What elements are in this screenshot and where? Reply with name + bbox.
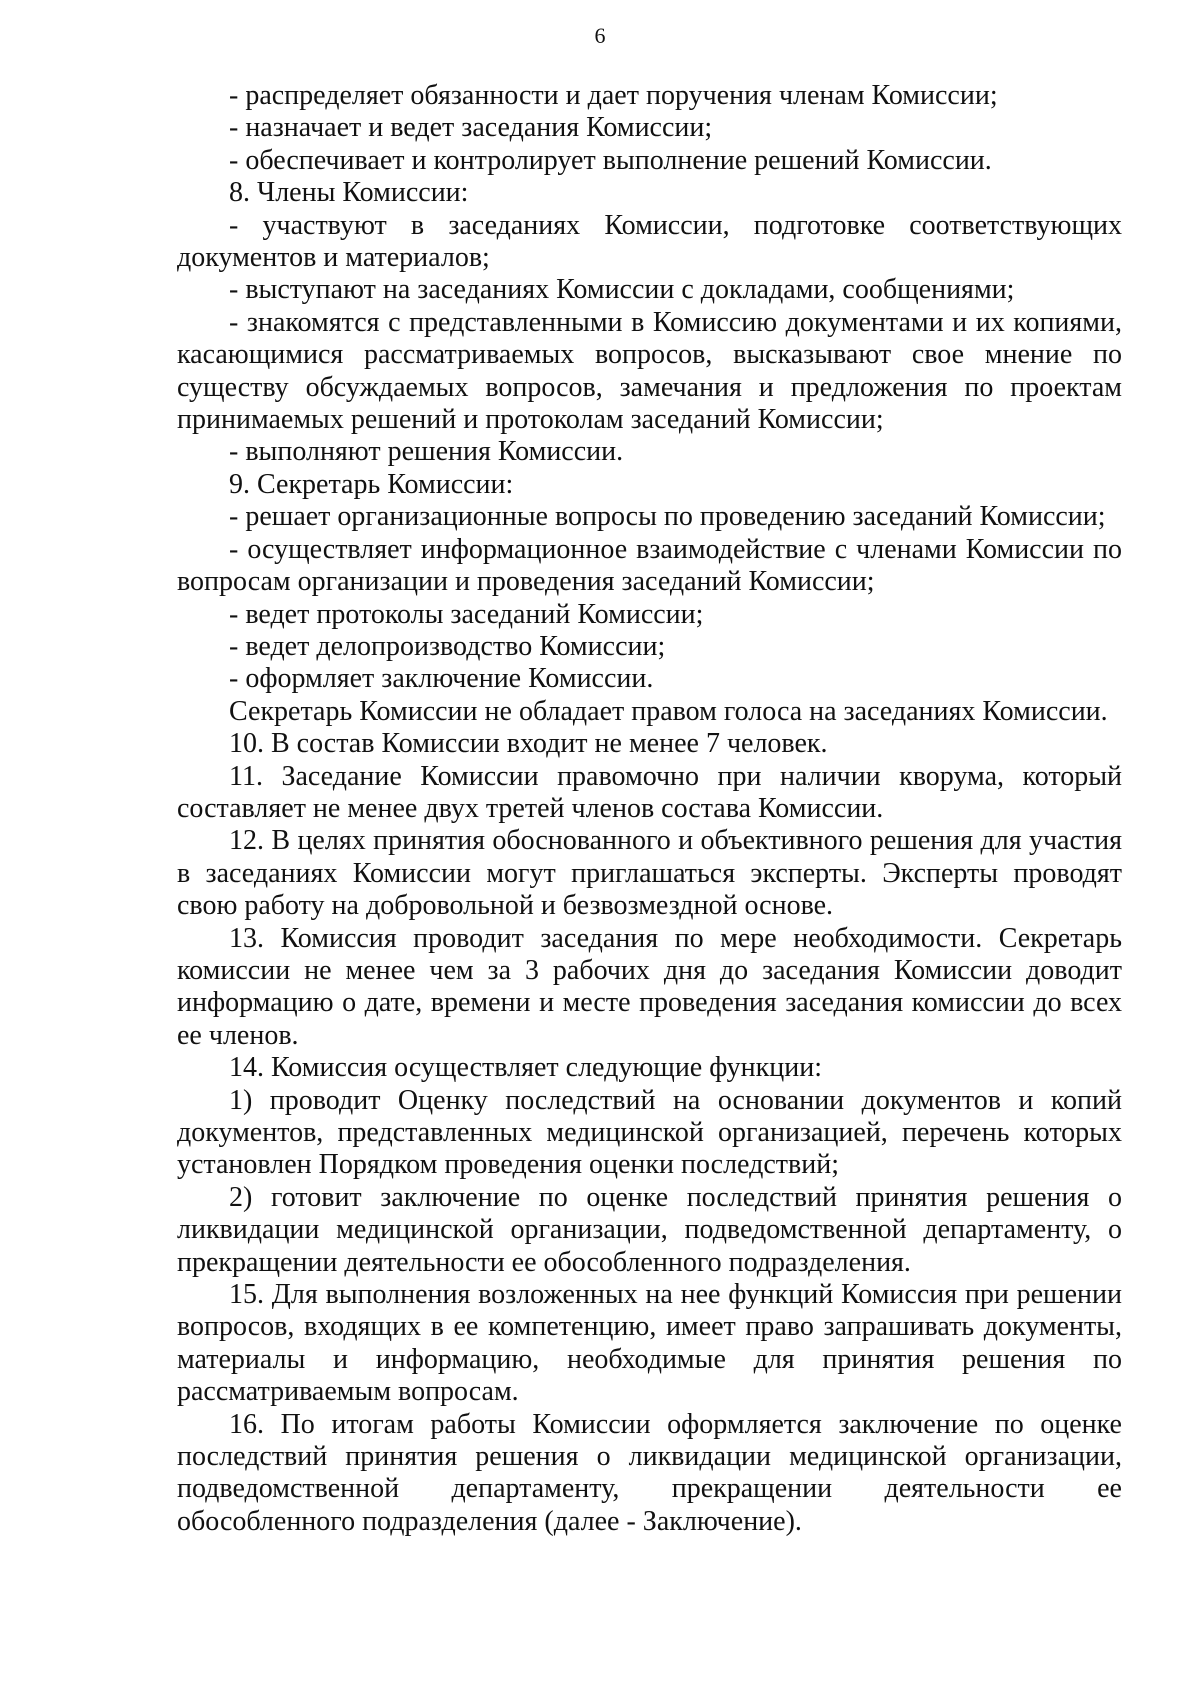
- paragraph-2: - назначает и ведет заседания Комиссии;: [229, 112, 713, 144]
- paragraph-10: - решает организационные вопросы по проведению заседаний Комиссии;: [229, 501, 1106, 533]
- paragraph-16: 10. В состав Комиссии входит не менее 7 человек.: [229, 728, 828, 760]
- paragraph-11: - осуществляет информационное взаимодействие с членами Комиссии по вопросам организации и проведения заседаний Комиссии;: [177, 533, 1122, 598]
- paragraph-1: - распределяет обязанности и дает поручения членам Комиссии;: [229, 80, 998, 111]
- paragraph-12: - ведет протоколы заседаний Комиссии;: [229, 598, 704, 630]
- paragraph-14: - оформляет заключение Комиссии.: [229, 663, 654, 695]
- paragraph-17: 11. Заседание Комиссии правомочно при наличии кворума, который составляет не менее двух третей членов состава Комиссии.: [177, 760, 1122, 824]
- paragraph-19: 13. Комиссия проводит заседания по мере необходимости. Секретарь комиссии не менее чем за 3 рабочих дня до заседания Комиссии доводит информацию о дате, времени и месте проведения заседания комиссии до всех ее членов.: [177, 922, 1122, 1051]
- paragraph-15: Секретарь Комиссии не обладает правом голоса на заседаниях Комиссии.: [229, 695, 1108, 727]
- paragraph-23: 15. Для выполнения возложенных на нее функций Комиссия при решении вопросов, входящих в ее компетенцию, имеет право запрашивать документы, материалы и информацию, необходимые для принятия решения по рассматриваемым вопросам.: [177, 1279, 1122, 1408]
- paragraph-21: 1) проводит Оценку последствий на основании документов и копий документов, представленных медицинской организацией, перечень которых установлен Порядком проведения оценки последствий;: [177, 1084, 1122, 1181]
- paragraph-20: 14. Комиссия осуществляет следующие функции:: [229, 1052, 823, 1084]
- paragraph-6: - выступают на заседаниях Комиссии с докладами, сообщениями;: [229, 274, 1015, 306]
- paragraph-24: 16. По итогам работы Комиссии оформляется заключение по оценке последствий принятия решения о ликвидации медицинской организации, подведомственной департаменту, прекращении деятельности ее обособленного подразделения (далее - Заключение).: [177, 1408, 1122, 1537]
- paragraph-18: 12. В целях принятия обоснованного и объективного решения для участия в заседаниях Комиссии могут приглашаться эксперты. Эксперты проводят свою работу на добровольной и безвозмездной основе.: [177, 825, 1122, 922]
- document-body: [177, 80, 1122, 1538]
- paragraph-9: 9. Секретарь Комиссии:: [229, 468, 514, 500]
- paragraph-4: 8. Члены Комиссии:: [229, 177, 469, 209]
- paragraph-8: - выполняют решения Комиссии.: [229, 436, 624, 468]
- page-number: 6: [594, 23, 606, 48]
- paragraph-13: - ведет делопроизводство Комиссии;: [229, 630, 666, 662]
- paragraph-5: - участвуют в заседаниях Комиссии, подготовке соответствующих документов и материалов;: [177, 209, 1122, 274]
- paragraph-22: 2) готовит заключение по оценке последствий принятия решения о ликвидации медицинской организации, подведомственной департаменту, о прекращении деятельности ее обособленного подразделения.: [177, 1181, 1122, 1278]
- paragraph-7: - знакомятся с представленными в Комиссию документами и их копиями, касающимися рассматриваемых вопросов, высказывают свое мнение по существу обсуждаемых вопросов, замечания и предложения по проектам принимаемых решений и протоколам заседаний Комиссии;: [177, 306, 1122, 436]
- paragraph-3: - обеспечивает и контролирует выполнение решений Комиссии.: [229, 144, 992, 176]
